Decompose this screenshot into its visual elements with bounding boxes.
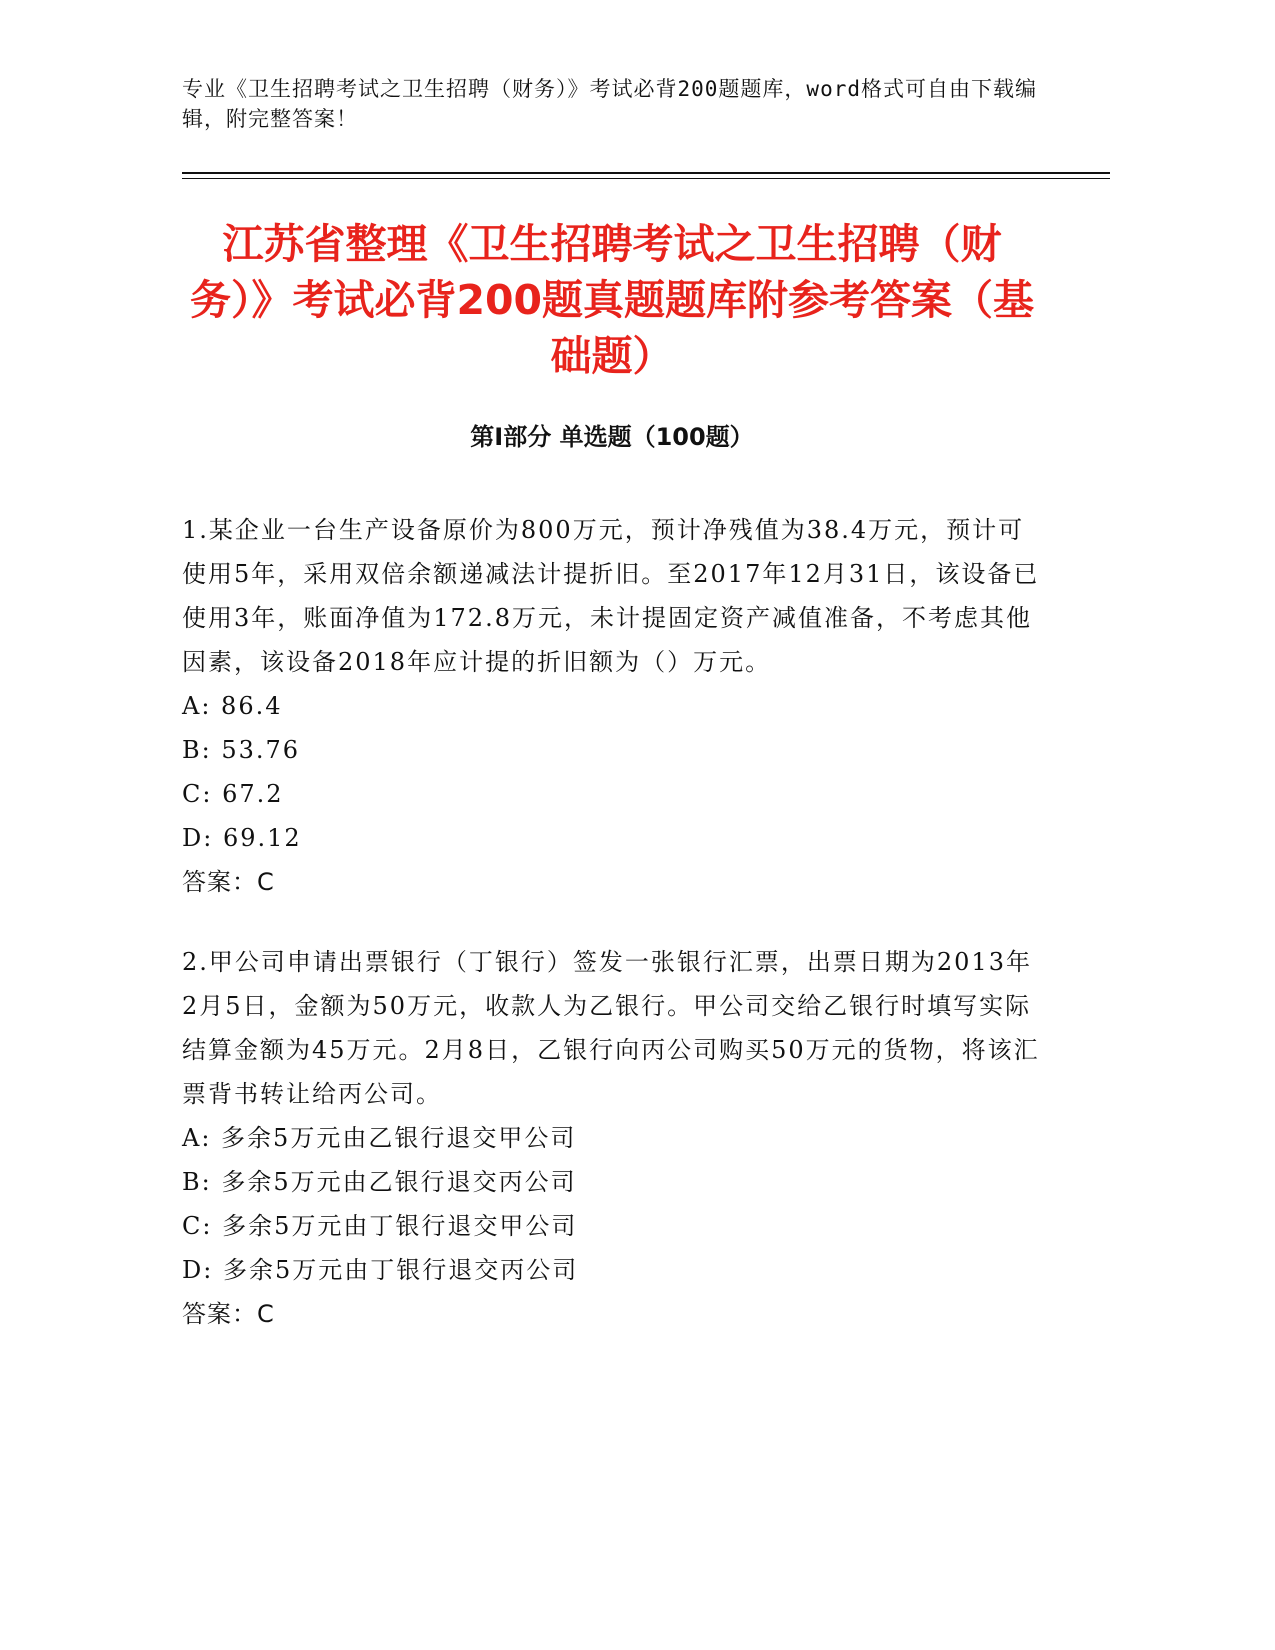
- option-d: D: 69.12: [182, 824, 302, 852]
- question-stem: 1.某企业一台生产设备原价为800万元，预计净残值为38.4万元，预计可使用5年，采用双倍余额递减法计提折旧。至2017年12月31日，该设备已使用3年，账面净值为172.8万元，未计提固定资产减值准备，不考虑其他因素，该设备2018年应计提的折旧额为（）万元。: [182, 516, 1040, 676]
- option-a: A: 多余5万元由乙银行退交甲公司: [182, 1124, 577, 1152]
- option-b: B: 多余5万元由乙银行退交丙公司: [182, 1168, 577, 1196]
- question-stem: 2.甲公司申请出票银行（丁银行）签发一张银行汇票，出票日期为2013年2月5日，金额为50万元，收款人为乙银行。甲公司交给乙银行时填写实际结算金额为45万元。2月8日，乙银行向丙公司购买50万元的货物，将该汇票背书转让给丙公司。: [182, 948, 1040, 1108]
- header-rule-thin: [182, 178, 1110, 179]
- header-note: 专业《卫生招聘考试之卫生招聘（财务）》考试必背200题题库，word格式可自由下载编辑，附完整答案！: [182, 77, 1037, 131]
- option-c: C: 67.2: [182, 780, 284, 808]
- document-title: 江苏省整理《卫生招聘考试之卫生招聘（财务）》考试必背200题真题题库附参考答案（基础题）: [189, 220, 1035, 380]
- section-heading: 第Ⅰ部分 单选题（100题）: [470, 423, 754, 451]
- option-c: C: 多余5万元由丁银行退交甲公司: [182, 1212, 578, 1240]
- header-rule-thick: [182, 172, 1110, 174]
- answer-line: 答案：C: [182, 868, 275, 896]
- answer-line: 答案：C: [182, 1300, 275, 1328]
- option-d: D: 多余5万元由丁银行退交丙公司: [182, 1256, 579, 1284]
- option-a: A: 86.4: [182, 692, 283, 720]
- option-b: B: 53.76: [182, 736, 301, 764]
- question-1: [182, 508, 1042, 904]
- question-2: [182, 940, 1042, 1336]
